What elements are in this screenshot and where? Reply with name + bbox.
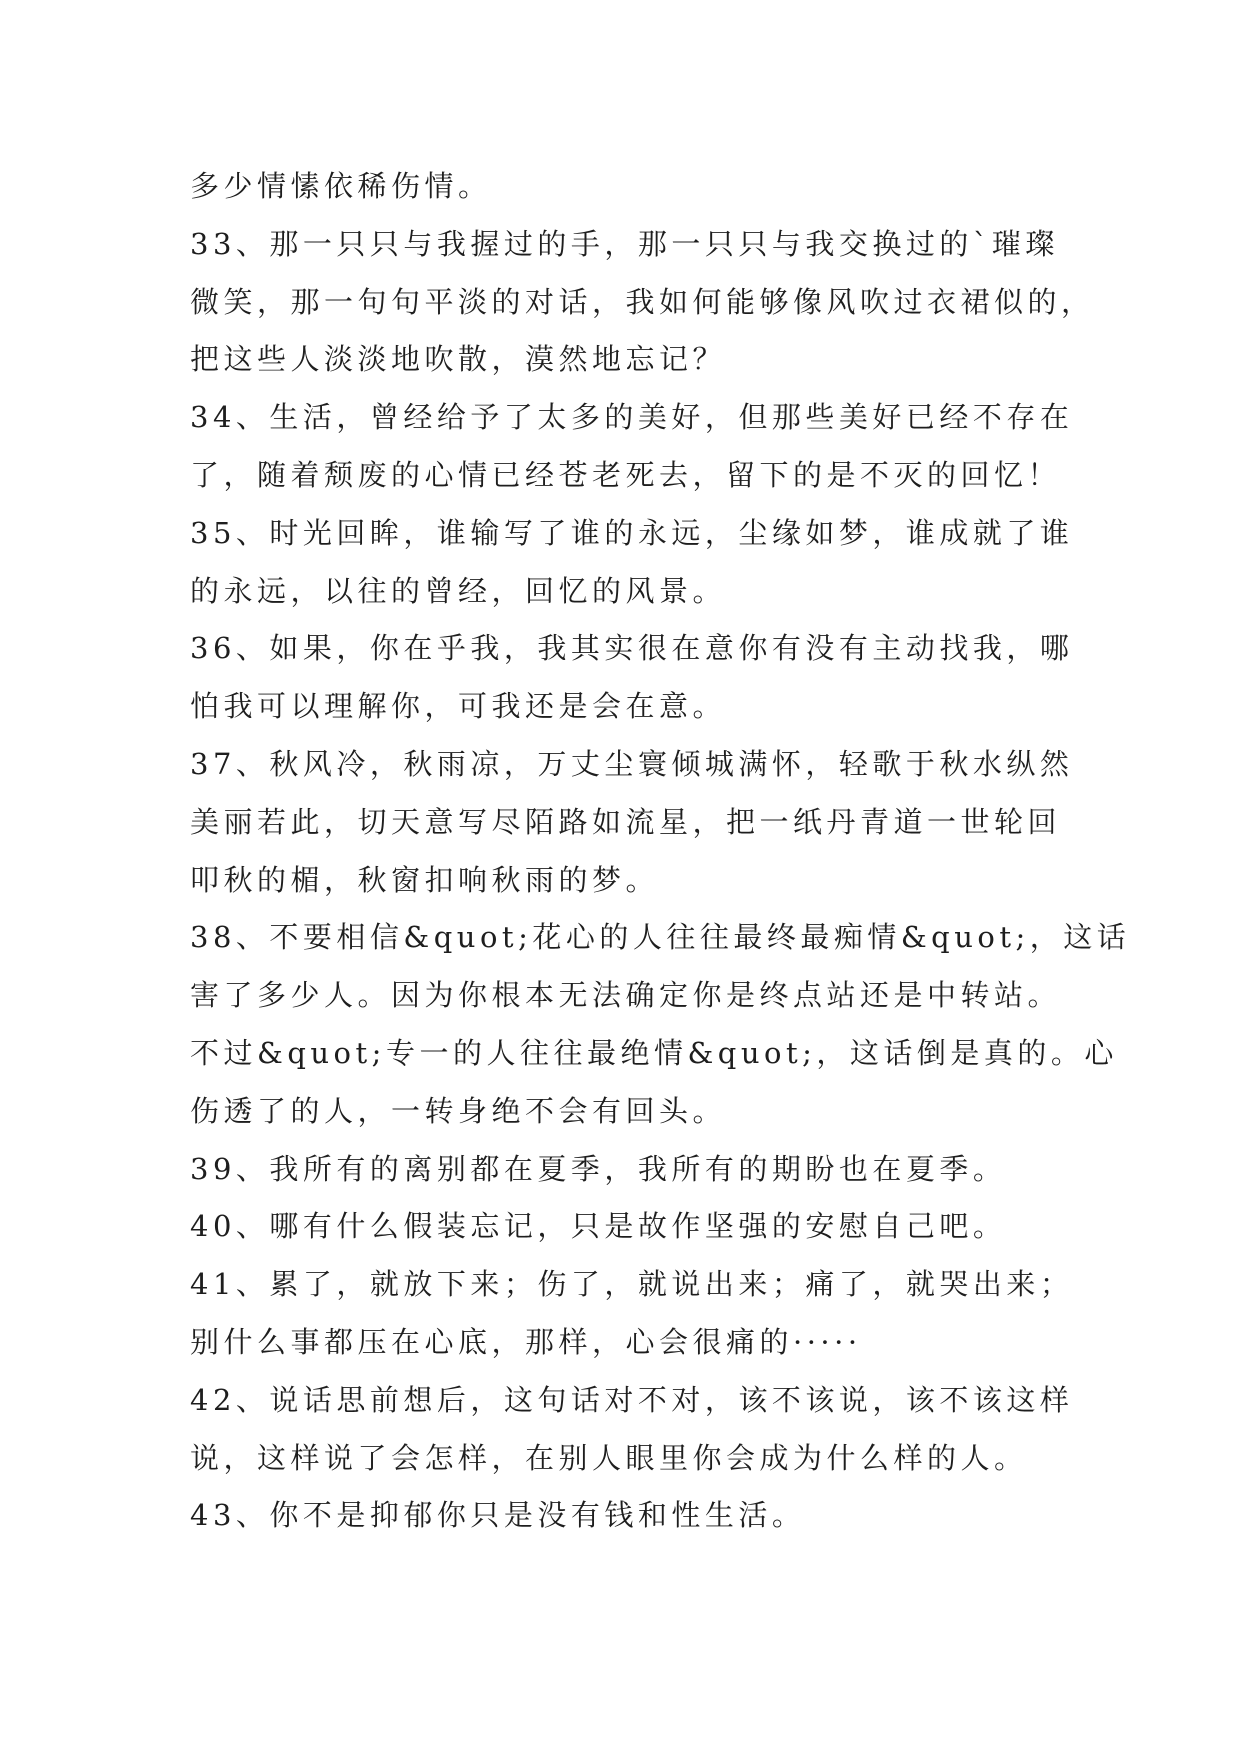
text-line: 33、那一只只与我握过的手，那一只只与我交换过的`璀璨 — [190, 226, 1059, 261]
text-line: 别什么事都压在心底，那样，心会很痛的····· — [190, 1324, 862, 1359]
text-line: 叩秋的楣，秋窗扣响秋雨的梦。 — [190, 862, 660, 897]
text-line: 39、我所有的离别都在夏季，我所有的期盼也在夏季。 — [190, 1151, 1007, 1186]
text-line: 38、不要相信&quot;花心的人往往最终最痴情&quot;，这话 — [190, 920, 1131, 955]
text-line: 微笑，那一句句平淡的对话，我如何能够像风吹过衣裙似的， — [190, 284, 1095, 319]
text-line: 伤透了的人，一转身绝不会有回头。 — [190, 1093, 727, 1128]
text-line: 不过&quot;专一的人往往最绝情&quot;，这话倒是真的。心 — [190, 1035, 1118, 1070]
text-line: 害了多少人。因为你根本无法确定你是终点站还是中转站。 — [190, 978, 1062, 1013]
document-body — [190, 158, 1190, 1545]
text-line: 了，随着颓废的心情已经苍老死去，留下的是不灭的回忆！ — [190, 457, 1062, 492]
text-line: 41、累了，就放下来；伤了，就说出来；痛了，就哭出来； — [190, 1267, 1074, 1302]
text-line: 36、如果，你在乎我，我其实很在意你有没有主动找我，哪 — [190, 631, 1074, 666]
text-line: 怕我可以理解你，可我还是会在意。 — [190, 689, 727, 724]
text-line: 35、时光回眸，谁输写了谁的永远，尘缘如梦，谁成就了谁 — [190, 515, 1074, 550]
text-line: 43、你不是抑郁你只是没有钱和性生活。 — [190, 1498, 806, 1533]
text-line: 42、说话思前想后，这句话对不对，该不该说，该不该这样 — [190, 1382, 1074, 1417]
text-line: 美丽若此，切天意写尽陌路如流星，把一纸丹青道一世轮回 — [190, 804, 1062, 839]
text-line: 的永远，以往的曾经，回忆的风景。 — [190, 573, 727, 608]
text-line: 多少情愫依稀伤情。 — [190, 169, 492, 203]
text-line: 34、生活，曾经给予了太多的美好，但那些美好已经不存在 — [190, 400, 1074, 435]
text-line: 40、哪有什么假装忘记，只是故作坚强的安慰自己吧。 — [190, 1209, 1007, 1244]
text-line: 说，这样说了会怎样，在别人眼里你会成为什么样的人。 — [190, 1440, 1028, 1475]
text-line: 37、秋风冷，秋雨凉，万丈尘寰倾城满怀，轻歌于秋水纵然 — [190, 746, 1074, 781]
text-line: 把这些人淡淡地吹散，漠然地忘记？ — [190, 342, 727, 377]
